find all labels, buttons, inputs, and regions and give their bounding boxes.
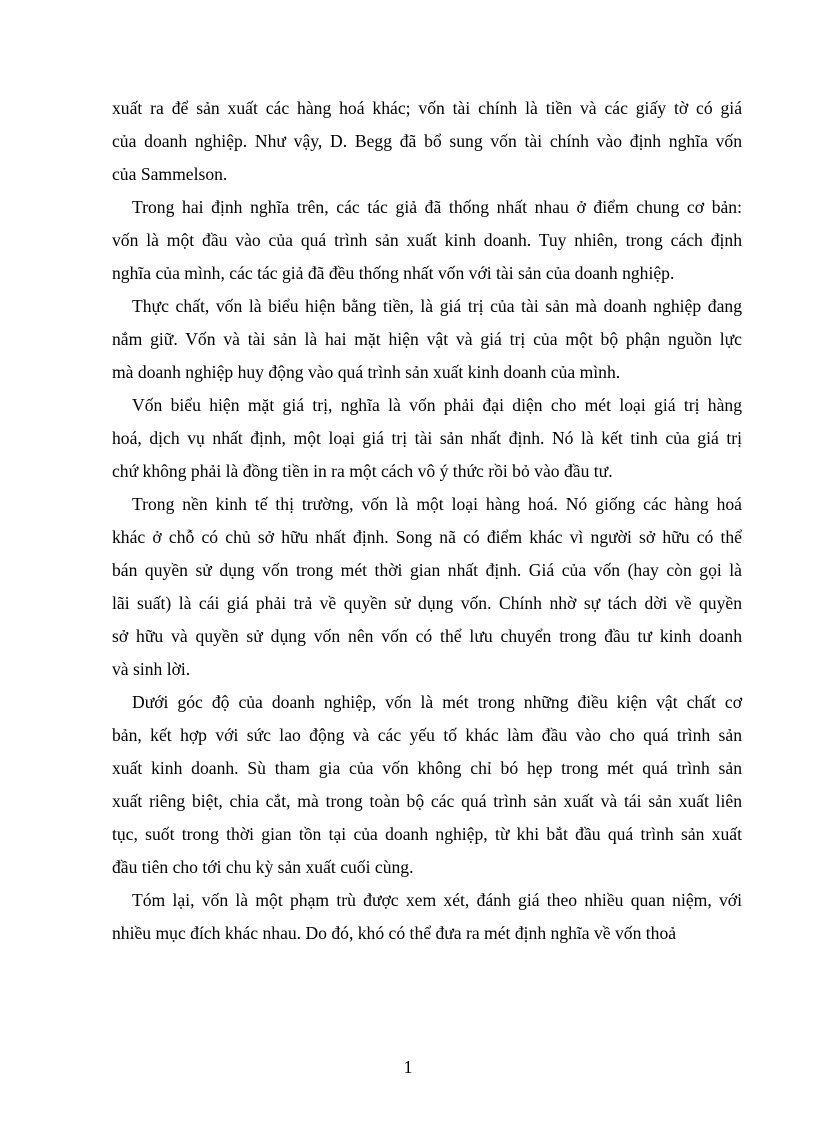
text-line: Vốn biểu hiện mặt giá trị, nghĩa là vốn phải đại diện cho mét loại giá trị hàng xyxy=(132,395,742,415)
text-line: bán quyền sử dụng vốn trong mét thời gian nhất định. Giá của vốn (hay còn gọi là xyxy=(112,560,742,580)
text-line: sở hữu và quyền sử dụng vốn nên vốn có thể lưu chuyển trong đầu tư kinh doanh xyxy=(112,626,742,646)
paragraph xyxy=(112,97,742,186)
text-line: chứ không phải là đồng tiền in ra một cách vô ý thức rồi bỏ vào đầu tư. xyxy=(112,461,613,481)
text-line: khác ở chỗ có chủ sở hữu nhất định. Song nã có điểm khác vì người sở hữu có thể xyxy=(112,527,742,547)
paragraph xyxy=(112,493,742,681)
text-line: Tóm lại, vốn là một phạm trù được xem xét, đánh giá theo nhiều quan niệm, với xyxy=(132,890,742,910)
paragraph xyxy=(112,196,742,285)
paragraph xyxy=(112,394,742,483)
text-line: lãi suất) là cái giá phải trả về quyền sử dụng vốn. Chính nhờ sự tách dời về quyền xyxy=(112,593,742,613)
text-line: của doanh nghiệp. Như vậy, D. Begg đã bổ sung vốn tài chính vào định nghĩa vốn xyxy=(112,131,742,151)
text-line: Trong nền kinh tế thị trường, vốn là một loại hàng hoá. Nó giống các hàng hoá xyxy=(132,494,742,514)
text-line: nắm giữ. Vốn và tài sản là hai mặt hiện vật và giá trị của một bộ phận nguồn lực xyxy=(112,329,742,349)
text-line: của Sammelson. xyxy=(112,164,228,184)
text-line: Thực chất, vốn là biểu hiện bằng tiền, là giá trị của tài sản mà doanh nghiệp đang xyxy=(132,296,742,316)
document-body xyxy=(112,97,742,955)
text-line: bản, kết hợp với sức lao động và các yếu tố khác làm đầu vào cho quá trình sản xyxy=(112,725,742,745)
text-line: Trong hai định nghĩa trên, các tác giả đã thống nhất nhau ở điểm chung cơ bản: xyxy=(132,197,742,217)
text-line: nghĩa của mình, các tác giả đã đều thống nhất vốn với tài sản của doanh nghiệp. xyxy=(112,263,675,283)
text-line: hoá, dịch vụ nhất định, một loại giá trị tài sản nhất định. Nó là kết tinh của giá trị xyxy=(112,428,742,448)
text-line: vốn là một đầu vào của quá trình sản xuất kinh doanh. Tuy nhiên, trong cách định xyxy=(112,230,742,250)
text-line: xuất kinh doanh. Sù tham gia của vốn không chỉ bó hẹp trong mét quá trình sản xyxy=(112,758,742,778)
text-line: Dưới góc độ của doanh nghiệp, vốn là mét trong những điều kiện vật chất cơ xyxy=(132,692,742,712)
text-line: và sinh lời. xyxy=(112,659,191,679)
paragraph xyxy=(112,295,742,384)
paragraph xyxy=(112,889,742,945)
text-line: xuất ra để sản xuất các hàng hoá khác; vốn tài chính là tiền và các giấy tờ có giá xyxy=(112,98,742,118)
text-line: đầu tiên cho tới chu kỳ sản xuất cuối cùng. xyxy=(112,857,414,877)
page-number: 1 xyxy=(403,1057,413,1077)
text-line: xuất riêng biệt, chia cắt, mà trong toàn bộ các quá trình sản xuất và tái sản xuất liên xyxy=(112,791,742,811)
text-line: mà doanh nghiệp huy động vào quá trình sản xuất kinh doanh của mình. xyxy=(112,362,621,382)
text-line: nhiều mục đích khác nhau. Do đó, khó có thể đưa ra mét định nghĩa về vốn thoả xyxy=(112,923,677,943)
text-line: tục, suốt trong thời gian tồn tại của doanh nghiệp, từ khi bắt đầu quá trình sản xuất xyxy=(112,824,742,844)
paragraph xyxy=(112,691,742,879)
